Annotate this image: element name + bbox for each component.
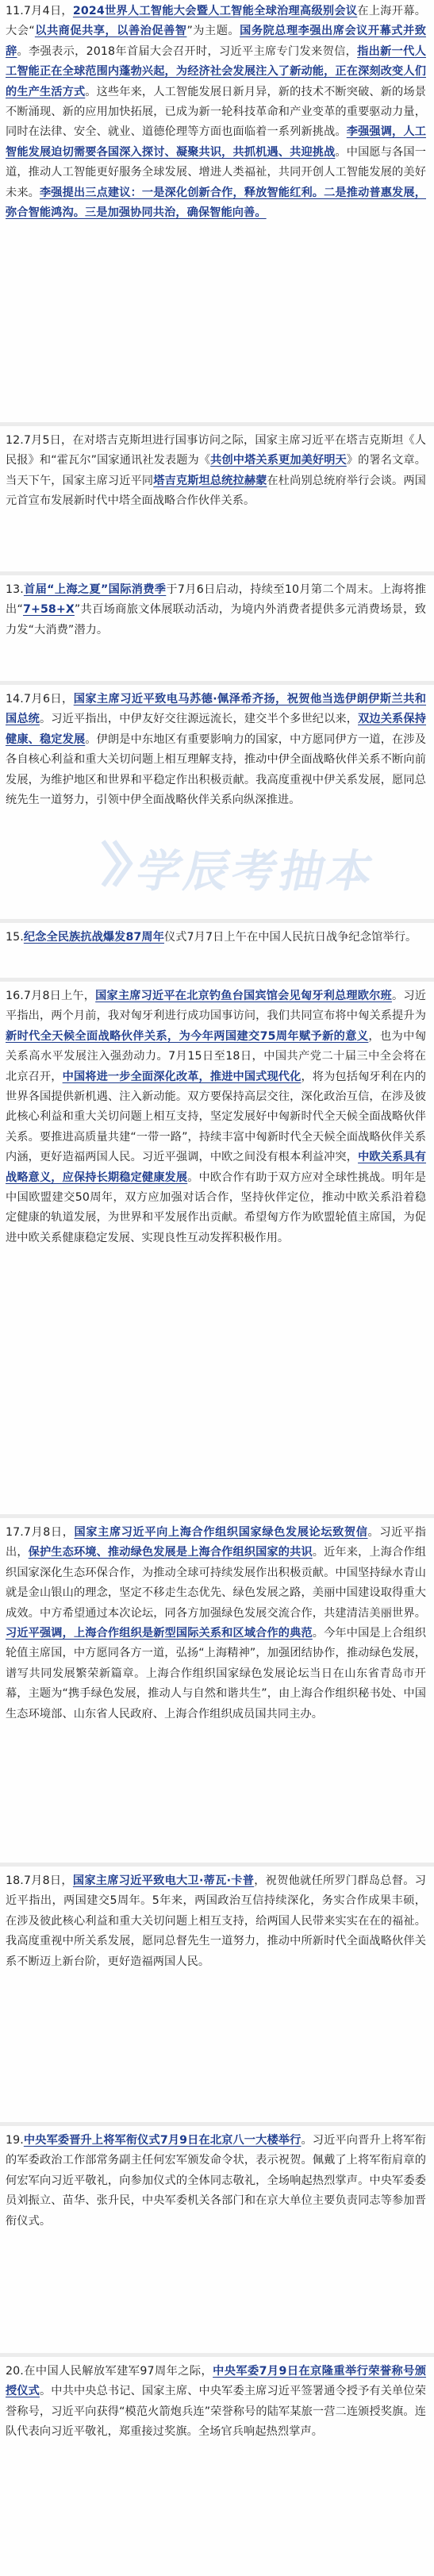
highlighted-phrase: 2024世界人工智能大会暨人工智能全球治理高级别会议 <box>72 5 358 17</box>
watermark-strokes <box>103 841 130 886</box>
body-text: 16.7月8日上午， <box>6 990 96 1002</box>
body-text: 。中欧合作有助于双方应对全球性挑战。明年是中国欧盟建交50周年，双方应加强对话合作，坚持伙伴定位，推动中欧关系沿着稳定健康的轨道发展，为世界和平发展作出贡献。希望匈方作为欧盟轮值主席国，为促进中欧关系健康稳定发展、实现良性互动发挥积极作用。 <box>6 1171 426 1244</box>
body-text: 。近年来，上海合作组织国家深化生态环保合作，为推动全球可持续发展作出积极贡献。中国坚持绿水青山就是金山银山的理念，坚定不移走生态优先、绿色发展之路，美丽中国建设取得重大成效。中方希望通过本次论坛，同各方加强绿色发展交流合作，共建清洁美丽世界。 <box>6 1546 426 1620</box>
news-item-18 <box>6 1867 426 1972</box>
body-text: 11.7月4日， <box>6 5 73 17</box>
watermark-chevron <box>114 841 130 886</box>
body-text: 17.7月8日， <box>6 1526 75 1539</box>
highlighted-phrase: 国家主席习近平致电大卫·蒂瓦·卡普 <box>72 1874 255 1887</box>
body-text: ，也为中匈关系高水平发展注入强劲动力。7月15日至18日，中国共产党二十届三中全会将在北京召开， <box>6 1029 426 1083</box>
watermark-label: 学辰考抽本 <box>132 846 381 898</box>
body-text: ，将为包括匈牙利在内的世界各国提供新机遇、注入新动能。双方要保持高层交往，深化政治互信，在涉及彼此核心利益和重大关切问题上相互支持，坚定发展好中匈新时代全天候全面战略伙伴关系。要推进高质量共建“一带一路”，持续丰富中匈新时代全天候全面战略伙伴关系内涵，更好造福两国人民。习近平强调，中欧之间没有根本利益冲突， <box>6 1070 426 1164</box>
body-text: 》的署名文章。当天下午，国家主席习近平同 <box>6 454 427 487</box>
body-text: 。中国愿与各国一道，推动人工智能更好服务全球发展、增进人类福祉，共同开创人工智能发展的美好未来。 <box>6 145 426 199</box>
body-text: 12.7月5日，在对塔吉克斯坦进行国事访问之际，国家主席习近平在塔吉克斯坦《人民报》和“霍瓦尔”国家通讯社发表题为《 <box>6 434 426 467</box>
highlighted-phrase: 塔吉克斯坦总统拉赫蒙 <box>153 474 267 487</box>
body-text: 。这些年来，人工智能发展日新月异，新的技术不断突破、新的场景不断涌现、新的应用加快拓展，已成为新一轮科技革命和产业变革的重要驱动力量，同时在法律、安全、就业、道德伦理等方面也面临着一系列新挑战。 <box>6 85 426 139</box>
highlighted-phrase: 双边关系保持健康、稳定发展 <box>6 713 426 746</box>
highlighted-phrase: 中国将进一步全面深化改革，推进中国式现代化 <box>62 1070 301 1083</box>
highlighted-phrase: 国家主席习近平向上海合作组织国家绿色发展论坛致贺信 <box>74 1526 368 1539</box>
highlighted-phrase: 国家主席习近平在北京钓鱼台国宾馆会见匈牙利总理欧尔班 <box>95 990 392 1002</box>
watermark-logo <box>95 825 381 902</box>
body-text: 。今年中国是上合组织轮值主席国，中方愿同各方一道，弘扬“上海精神”，加强团结协作，推动绿色发展，谱写共同发展繁荣新篇章。上海合作组织国家绿色发展论坛当日在山东省青岛市开幕，主题为“携手绿色发展，推动人与自然和谐共生”，由上海合作组织秘书处、中国生态环境部、山东省人民政府、上海合作组织成员国共同主办。 <box>6 1627 426 1721</box>
body-text: 。李强表示，2018年首届大会召开时，习近平主席专门发来贺信， <box>17 44 358 58</box>
highlighted-phrase: 习近平强调，上海合作组织是新型国际关系和区域合作的典范 <box>6 1627 313 1640</box>
news-item-11 <box>6 2 426 223</box>
highlighted-phrase: 指出新一代人工智能正在全球范围内蓬勃兴起，为经济社会发展注入了新动能，正在深刻改变人们的生产生活方式 <box>6 44 426 98</box>
highlighted-phrase: 李强提出三点建议：一是深化创新合作，释放智能红利。二是推动普惠发展，弥合智能鸿沟。三是加强协同共治，确保智能向善。 <box>6 186 426 220</box>
body-text: 。中共中央总书记、国家主席、中央军委主席习近平签署通令授予有关单位荣誉称号，习近平向获得“模范火箭炮兵连”荣誉称号的陆军某旅一营二连颁授奖旗。连队代表向习近平敬礼，郑重接过奖旗。全场官兵响起热烈掌声。 <box>6 2385 426 2439</box>
body-text: 。习近平指出，中伊友好交往源远流长，建交半个多世纪以来， <box>39 713 359 726</box>
news-item-14 <box>6 685 426 810</box>
body-text: 15. <box>6 931 24 944</box>
highlighted-phrase: 中央军委晋升上将军衔仪式7月9日在北京八一大楼举行 <box>23 2134 301 2147</box>
highlighted-phrase: 国务院总理李强出席会议开幕式并致辞 <box>6 25 426 58</box>
body-text: ”为主题。 <box>186 25 240 38</box>
body-text: 在上海开幕。大会“ <box>6 5 427 38</box>
news-item-12 <box>6 426 426 512</box>
body-text: ”共百场商旅文体展联动活动，为境内外消费者提供多元消费场景，致力发“大消费”潜力。 <box>6 603 426 636</box>
news-item-13 <box>6 575 426 640</box>
body-text: ，祝贺他就任所罗门群岛总督。习近平指出，两国建交5周年。5年来，两国政治互信持续深化，务实合作成果丰硕，在涉及彼此核心利益和重大关切问题上相互支持，给两国人民带来实实在在的福祉。我高度重视中所关系发展，愿同总督先生一道努力，推动中所新时代全面战略伙伴关系不断迈上新台阶，更好造福两国人民。 <box>6 1874 426 1968</box>
highlighted-phrase: 首届“上海之夏”国际消费季 <box>23 583 167 596</box>
highlighted-phrase: 国家主席习近平致电马苏德·佩泽希齐扬，祝贺他当选伊朗伊斯兰共和国总统 <box>6 693 426 726</box>
highlighted-phrase: 纪念全民族抗战爆发87周年 <box>23 931 164 944</box>
news-item-16 <box>6 982 426 1248</box>
body-text: 。习近平指出，两个月前，我对匈牙利进行成功国事访问，我们共同宣布将中匈关系提升为 <box>6 990 426 1023</box>
news-item-19 <box>6 2126 426 2232</box>
body-text: 20.在中国人民解放军建军97周年之际， <box>6 2365 213 2378</box>
highlighted-phrase: 保护生态环境、推动绿色发展是上海合作组织国家的共识 <box>28 1546 313 1559</box>
body-text: 18.7月8日， <box>6 1874 73 1887</box>
news-item-17 <box>6 1518 426 1724</box>
highlighted-phrase: 以共商促共享，以善治促善智 <box>34 25 187 38</box>
highlighted-phrase: 7+58+X <box>22 603 75 617</box>
body-text: 19. <box>6 2134 24 2147</box>
watermark-emblem-icon <box>95 825 349 902</box>
body-text: 。伊朗是中东地区有重要影响力的国家，中方愿同伊方一道，在涉及各自核心利益和重大关切问题上相互理解支持，推动中伊全面战略伙伴关系不断向前发展，为维护地区和世界和平稳定作出积极贡献。我高度重视中伊关系发展，愿同总统先生一道努力，引领中伊全面战略伙伴关系向纵深推进。 <box>6 732 426 807</box>
body-text: 。习近平向晋升上将军衔的军委政治工作部常务副主任何宏军颁发命令状，表示祝贺。佩戴了上将军衔肩章的何宏军向习近平敬礼，向参加仪式的全体同志敬礼，全场响起热烈掌声。中央军委委员刘振立、苗华、张升民，中央军委机关各部门和在京大单位主要负责同志等参加晋衔仪式。 <box>6 2134 426 2228</box>
highlighted-phrase: 李强强调，人工智能发展迫切需要各国深入探讨、凝聚共识，共抓机遇、共迎挑战 <box>6 125 426 159</box>
body-text: 14.7月6日， <box>6 693 74 706</box>
body-text: 13. <box>6 583 24 596</box>
news-item-15 <box>6 923 426 948</box>
highlighted-phrase: 中央军委7月9日在京隆重举行荣誉称号颁授仪式 <box>6 2365 426 2398</box>
body-text: 于7月6日启动，持续至10月第二个周末。上海将推出“ <box>6 583 426 617</box>
news-item-20 <box>6 2357 426 2443</box>
body-text: 在杜尚别总统府举行会谈。两国元首宣布发展新时代中塔全面战略合作伙伴关系。 <box>6 474 426 508</box>
body-text: 仪式7月7日上午在中国人民抗日战争纪念馆举行。 <box>163 931 417 944</box>
highlighted-phrase: 新时代全天候全面战略伙伴关系，为今年两国建交75周年赋予新的意义 <box>6 1029 369 1043</box>
body-text: 。习近平指出， <box>6 1526 426 1559</box>
watermark-chevron <box>103 841 119 886</box>
highlighted-phrase: 中欧关系具有战略意义，应保持长期稳定健康发展 <box>6 1151 426 1184</box>
highlighted-phrase: 共创中塔关系更加美好明天 <box>210 454 347 467</box>
